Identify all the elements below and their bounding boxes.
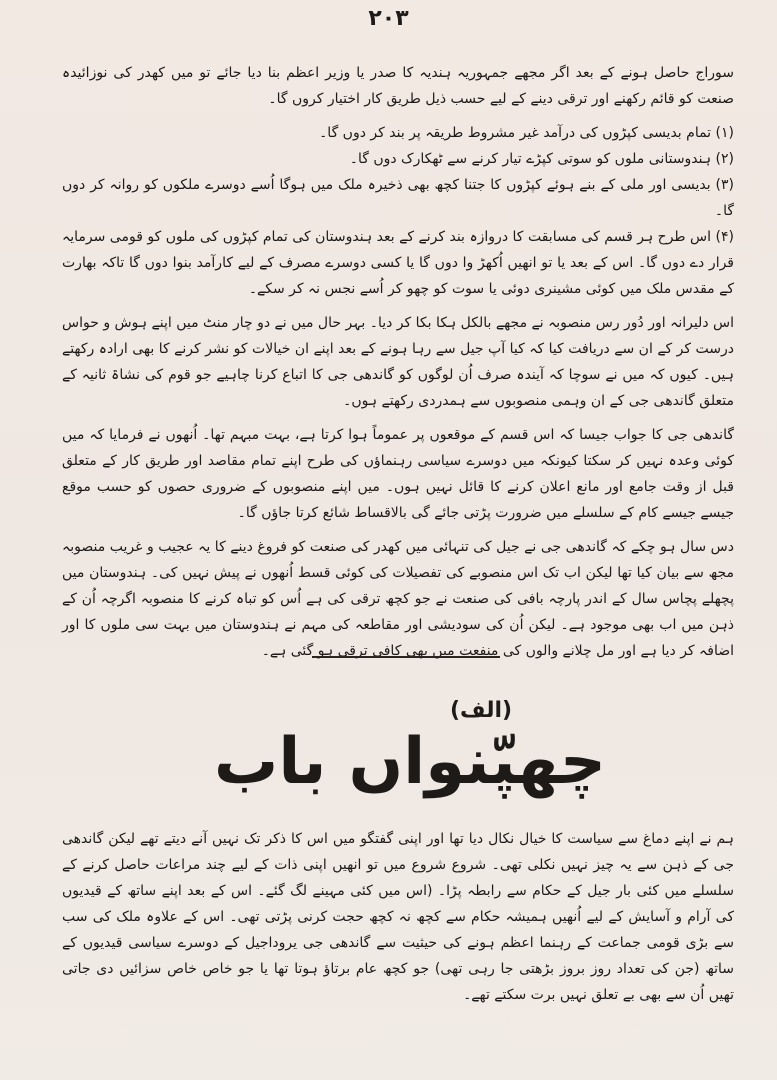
- list-item: (۴) اس طرح ہر قسم کی مسابقت کا دروازہ بند کرنے کے بعد ہندوستان کی تمام کپڑوں کی ملوں کو قومی سرمایہ قرار دے دوں گا۔ اس کے بعد یا تو انھیں اُکھڑ وا دوں گا یا کسی دوسرے مصرف کے لیے کارآمد بنوا دوں گا تاکہ بھارت کے مقدس ملک میں کوئی مشینری دوئی یا سوت کو چھو کر اُسے نجس نہ کر سکے۔: [62, 229, 734, 297]
- paragraph: ہم نے اپنے دماغ سے سیاست کا خیال نکال دیا تھا اور اپنی گفتگو میں اس کا ذکر تک نہیں آنے دیتے تھے لیکن گاندھی جی کے ذہن سے یہ چیز نہیں نکلی تھی۔ شروع شروع میں تو انھیں اپنی ذات کے لیے چند مراعات حاصل کرنے کے سلسلے میں کئی بار جیل کے حکام سے رابطہ پڑا۔ (اس میں کئی مہینے لگ گئے۔ اس کے بعد اپنے ساتھ کے قیدیوں کی آرام و آسایش کے لیے اُنھیں ہمیشہ حکام سے کچھ نہ کچھ حجت کرنی پڑتی تھی۔ اس کے علاوہ ملک کی سب سے بڑی قومی جماعت کے رہنما اعظم ہونے کی حیثیت سے گاندھی جی یروداجیل کے دوسرے سیاسی قیدیوں کے ساتھ (جن کی تعداد روز بروز بڑھتی جا رہی تھی) جو کچھ عام برتاؤ ہوتا تھا یا جو خاص خاص سزائیں دی جاتی تھیں اُن سے بھی بے تعلق نہیں برت سکتے تھے۔: [62, 831, 734, 1003]
- paragraph: دس سال ہو چکے کہ گاندھی جی نے جیل کی تنہائی میں کھدر کی صنعت کو فروغ دینے کا یہ عجیب و غریب منصوبہ مجھ سے بیان کیا تھا لیکن اب تک اس منصوبے کی تفصیلات کی کوئی قسط اُنھوں نے پیش نہیں کی۔ ہندوستان میں پچھلے پچاس سال کے اندر پارچہ بافی کی صنعت نے جو کچھ ترقی کی ہے اُس کو تباہ کرنے کا منصوبہ اگرچہ اُن کے ذہن میں اب بھی موجود ہے۔ لیکن اُن کی سودیشی اور مقاطعہ کی مہم نے ہندوستان میں بہت سی ملوں کا اور اضافہ کر دیا ہے اور مل چلانے والوں کی منفعت میں بھی کافی ترقی ہو گئی ہے۔: [62, 539, 734, 659]
- intro-paragraph: سوراج حاصل ہونے کے بعد اگر مجھے جمہوریہ ہندیہ کا صدر یا وزیر اعظم بنا دیا جائے تو میں کھدر کی نوزائیدہ صنعت کو قائم رکھنے اور ترقی دینے کے لیے حسب ذیل طریق کار اختیار کروں گا۔: [62, 65, 734, 107]
- body-section-bottom: [62, 826, 734, 1016]
- body-section-top: [62, 60, 734, 672]
- chapter-subtitle: (الف): [450, 698, 513, 723]
- paragraph: اس دلیرانہ اور دُور رس منصوبہ نے مجھے بالکل ہکا بکا کر دیا۔ بہر حال میں نے دو چار منٹ میں اپنے ہوش و حواس درست کر کے ان سے دریافت کیا کہ کیا آپ جیل سے رہا ہونے کے بعد اپنے ان خیالات کو نشر کرنے کا بھی ارادہ رکھتے ہیں۔ کیوں کہ میں نے سوچا کہ آیندہ صرف اُن لوگوں کو گاندھی جی کا اتباع کرنا چاہیے جو قوم کی نشاۃ ثانیہ کے متعلق گاندھی جی کے ان وہمی منصوبوں سے ہمدردی رکھتے ہوں۔: [62, 315, 734, 409]
- chapter-title: چھپّنواں باب: [214, 725, 606, 799]
- list-item: (۳) بدیسی اور ملی کے بنے ہوئے کپڑوں کا جتنا کچھ بھی ذخیرہ ملک میں ہوگا اُسے دوسرے ملکوں کو روانہ کر دوں گا۔: [62, 177, 734, 219]
- page-number: ۲۰۳: [368, 6, 409, 31]
- chapter-heading: [200, 698, 620, 808]
- section-divider: [312, 656, 500, 658]
- list-item: (۲) ہندوستانی ملوں کو سوتی کپڑے تیار کرنے سے ٹھکارک دوں گا۔: [349, 151, 734, 167]
- paragraph: گاندھی جی کا جواب جیسا کہ اس قسم کے موقعوں پر عموماً ہوا کرتا ہے، بہت مبہم تھا۔ اُنھوں نے فرمایا کہ میں کوئی وعدہ نہیں کر سکتا کیونکہ میں دوسرے سیاسی رہنماؤں کی طرح اپنے تمام مقاصد اور طریق کار کے متعلق قبل از وقت جامع اور مانع اعلان کرنے کا قائل نہیں ہوں۔ میں اپنے منصوبوں کے ضروری حصوں کو حسب موقع جیسے جیسے کام کے سلسلے میں ضرورت پڑتی جائے گی بالاقساط شائع کرتا جاؤں گا۔: [62, 427, 734, 521]
- list-item: (۱) تمام بدیسی کپڑوں کی درآمد غیر مشروط طریقہ پر بند کر دوں گا۔: [319, 125, 734, 141]
